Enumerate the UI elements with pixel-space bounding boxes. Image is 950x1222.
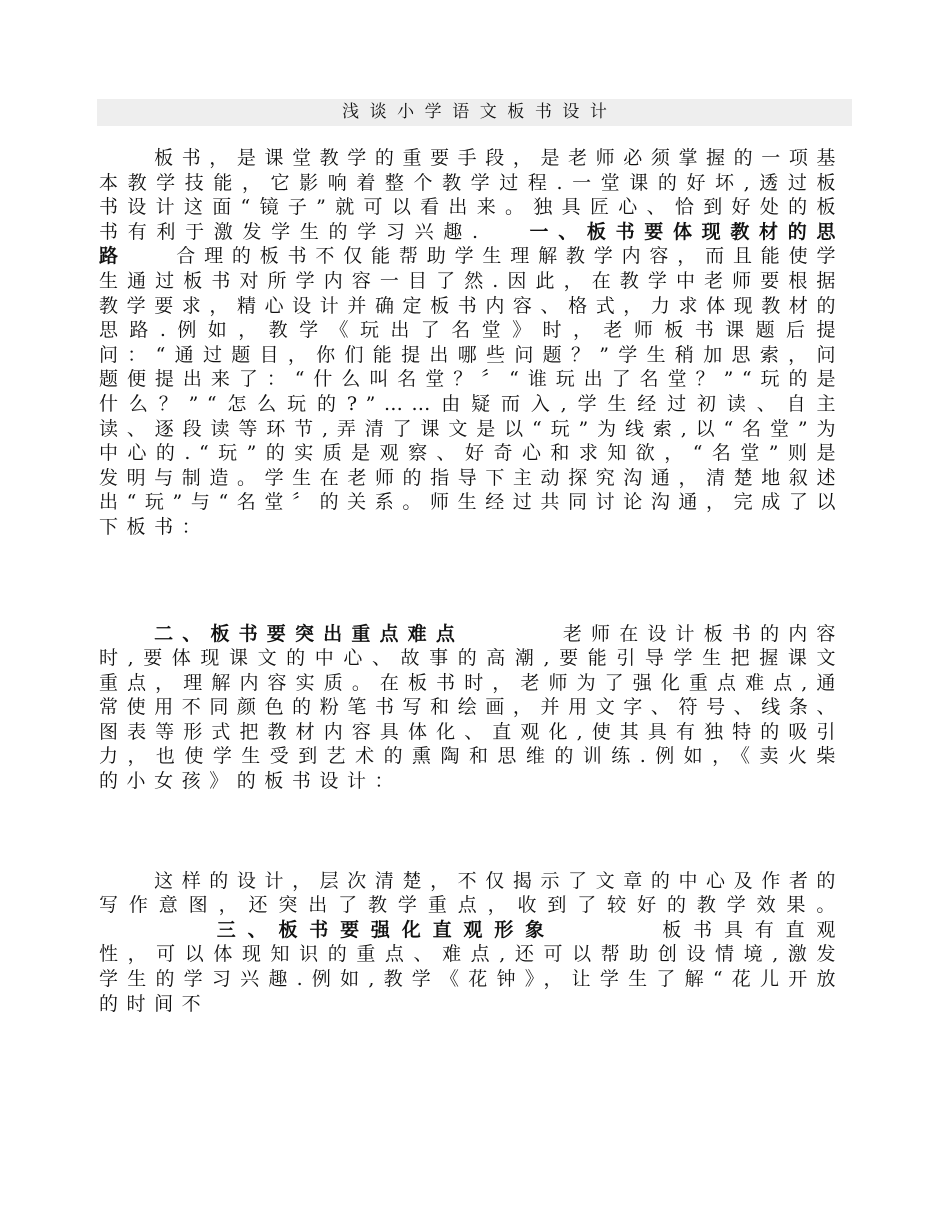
summary-text: 这样的设计，层次清楚，不仅揭示了文章的中心及作者的写作意图，还突出了教学重点，收到了较好的教学效果。 [99,869,844,917]
section-heading-2: 二、板书要突出重点难点 [154,622,465,645]
body-paragraph-3 [99,869,844,1017]
board-diagram-placeholder-2 [99,794,844,869]
document-title: 浅谈小学语文板书设计 [342,102,618,122]
body-paragraph-2 [99,622,844,794]
section-1-text: 合理的板书不仅能帮助学生理解教学内容，而且能使学生通过板书对所学内容一目了然.因此，在教学中老师要根据教学要求，精心设计并确定板书内容、格式，力求体现教材的思路.例如，教学《玩出了名堂》时，老师板书课题后提问：“通过题目，你们能提出哪些问题？”学生稍加思索，问题便提出来了：“什么叫名堂？〞“谁玩出了名堂？”“玩的是什么？”“怎么玩的?”……由疑而入,学生经过初读、自主读、逐段读等环节,弄清了课文是以“玩”为线索,以“名堂”为中心的.“玩”的实质是观察、好奇心和求知欲，“名堂”则是发明与制造。学生在老师的指导下主动探究沟通，清楚地叙述出“玩”与“名堂〞的关系。师生经过共同讨论沟通，完成了以下板书： [99,245,844,538]
board-diagram-placeholder-1 [99,540,844,622]
section-2-text: 老师在设计板书的内容时,要体现课文的中心、故事的高潮,要能引导学生把握课文重点，理解内容实质。在板书时，老师为了强化重点难点,通常使用不同颜色的粉笔书写和绘画，并用文字、符号、线条、图表等形式把教材内容具体化、直观化,使其具有独特的吸引力，也使学生受到艺术的熏陶和思维的训练.例如，《卖火柴的小女孩》的板书设计： [99,622,844,793]
section-heading-1: 一、板书要体现教材的思路 [99,220,844,268]
body-paragraph-1 [99,146,844,540]
intro-text: 板书，是课堂教学的重要手段，是老师必须掌握的一项基本教学技能，它影响着整个教学过程.一堂课的好坏,透过板书设计这面“镜子”就可以看出来。独具匠心、恰到好处的板书有利于激发学生的学习兴趣. [99,147,844,243]
section-heading-3: 三、板书要强化直观形象 [216,918,556,941]
section-3-text: 板书具有直观性，可以体现知识的重点、难点,还可以帮助创设情境,激发学生的学习兴趣.例如,教学《花钟》，让学生了解“花儿开放的时间不 [99,918,844,1015]
document-body [99,146,844,1016]
